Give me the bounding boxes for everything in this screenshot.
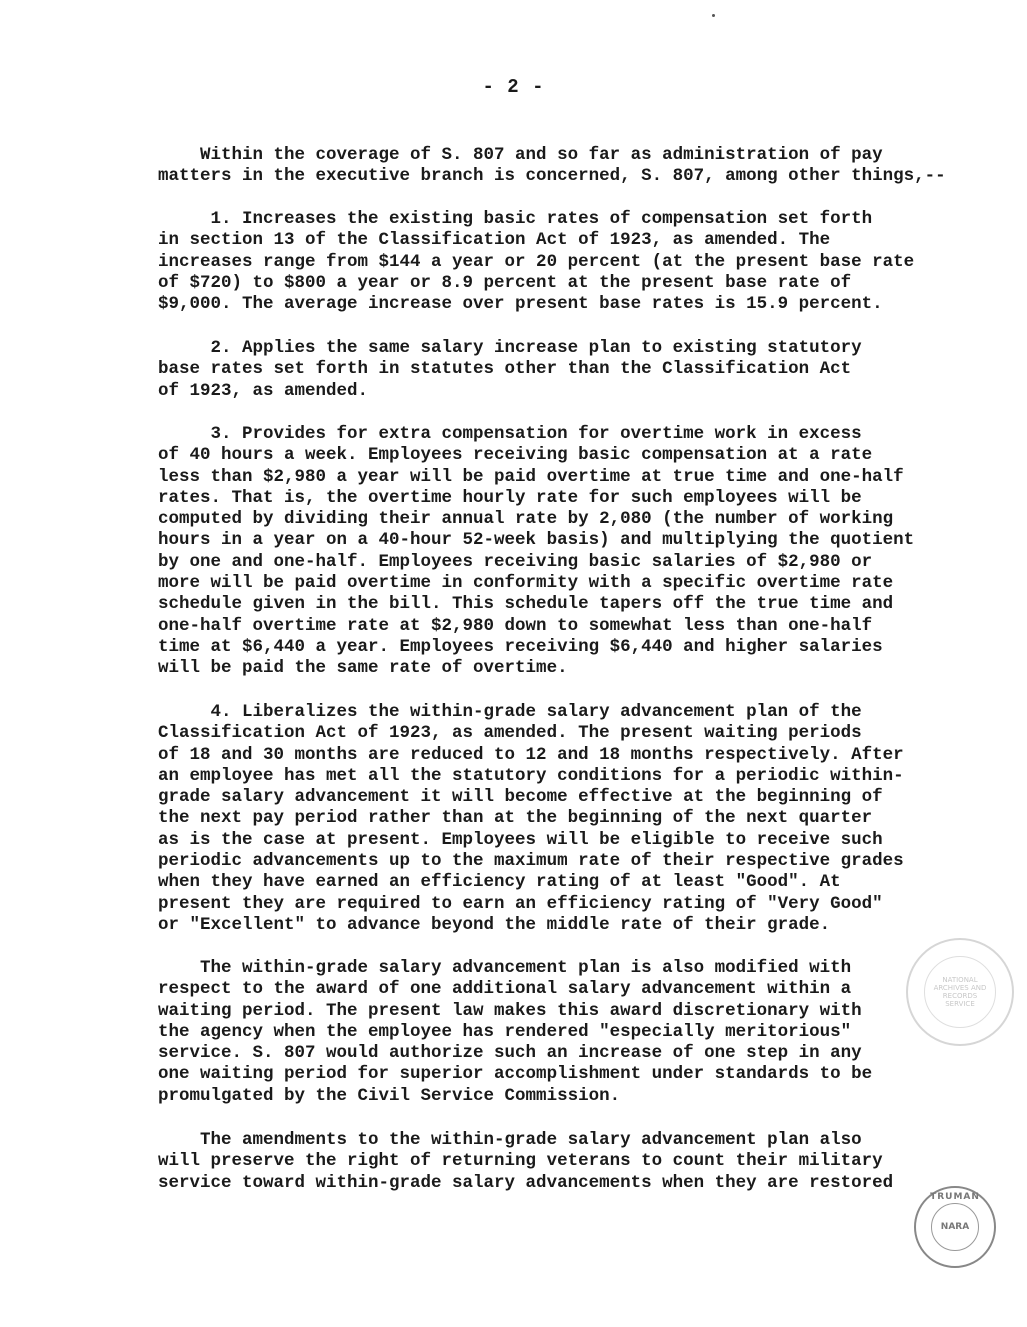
paragraph-5 <box>158 958 948 1107</box>
nara-stamp-center <box>931 1203 979 1251</box>
text-line: rates. That is, the overtime hourly rate for such employees will be <box>158 487 862 508</box>
text-line: an employee has met all the statutory conditions for a periodic within- <box>158 765 904 786</box>
text-line: computed by dividing their annual rate by 2,080 (the number of working <box>158 509 894 530</box>
nara-stamp-ring-text: TRUMAN <box>930 1192 980 1202</box>
faded-seal-center <box>924 956 996 1028</box>
text-line: 4. Liberalizes the within-grade salary advancement plan of the <box>158 702 862 722</box>
text-line: the agency when the employee has rendered "especially meritorious" <box>158 1021 852 1042</box>
text-line: The within-grade salary advancement plan is also modified with <box>158 958 852 978</box>
text-line: respect to the award of one additional salary advancement within a <box>158 979 852 1000</box>
ink-speck <box>712 14 715 17</box>
text-line: in section 13 of the Classification Act of 1923, as amended. The <box>158 230 831 251</box>
text-line: 2. Applies the same salary increase plan to existing statutory <box>158 338 862 358</box>
text-line: promulgated by the Civil Service Commission. <box>158 1085 621 1106</box>
text-line: one-half overtime rate at $2,980 down to somewhat less than one-half <box>158 615 873 636</box>
text-line: grade salary advancement it will become effective at the beginning of <box>158 787 883 808</box>
text-line: $9,000. The average increase over present base rates is 15.9 percent. <box>158 294 883 315</box>
text-line: of 40 hours a week. Employees receiving basic compensation at a rate <box>158 445 873 466</box>
text-line: base rates set forth in statutes other than the Classification Act <box>158 359 852 380</box>
text-line: less than $2,980 a year will be paid overtime at true time and one-half <box>158 466 904 487</box>
text-line: periodic advancements up to the maximum rate of their respective grades <box>158 851 904 872</box>
item-3-paragraph <box>158 424 948 680</box>
text-line: The amendments to the within-grade salary advancement plan also <box>158 1130 862 1150</box>
item-1-paragraph <box>158 209 948 315</box>
seal-text-line: SERVICE <box>945 1000 975 1008</box>
text-line: time at $6,440 a year. Employees receiving $6,440 and higher salaries <box>158 636 883 657</box>
text-line: one waiting period for superior accomplishment under standards to be <box>158 1064 873 1085</box>
text-line: 1. Increases the existing basic rates of compensation set forth <box>158 209 873 229</box>
nara-stamp <box>914 1186 996 1268</box>
text-line: of 18 and 30 months are reduced to 12 and 18 months respectively. After <box>158 744 904 765</box>
page-number: - 2 - <box>482 76 545 98</box>
text-line: present they are required to earn an efficiency rating of "Very Good" <box>158 893 883 914</box>
text-line: by one and one-half. Employees receiving basic salaries of $2,980 or <box>158 551 873 572</box>
text-line: schedule given in the bill. This schedule tapers off the true time and <box>158 594 894 615</box>
faded-library-seal <box>906 938 1014 1046</box>
item-2-paragraph <box>158 338 948 402</box>
text-line: as is the case at present. Employees will be eligible to receive such <box>158 829 883 850</box>
text-line: service. S. 807 would authorize such an increase of one step in any <box>158 1043 862 1064</box>
seal-text-line: RECORDS <box>942 992 978 1000</box>
text-line: matters in the executive branch is concerned, S. 807, among other things,-- <box>158 166 946 187</box>
text-line: increases range from $144 a year or 20 percent (at the present base rate <box>158 251 915 272</box>
text-line: Within the coverage of S. 807 and so far as administration of pay <box>158 145 883 165</box>
seal-text-line: ARCHIVES AND <box>933 984 987 992</box>
text-line: 3. Provides for extra compensation for overtime work in excess <box>158 424 862 444</box>
paragraph-6 <box>158 1130 948 1194</box>
seal-text-line: NATIONAL <box>942 976 978 984</box>
text-line: will be paid the same rate of overtime. <box>158 658 568 679</box>
text-line: or "Excellent" to advance beyond the middle rate of their grade. <box>158 914 831 935</box>
intro-paragraph <box>158 145 948 188</box>
text-line: hours in a year on a 40-hour 52-week basis) and multiplying the quotient <box>158 530 915 551</box>
text-line: the next pay period rather than at the beginning of the next quarter <box>158 808 873 829</box>
text-line: waiting period. The present law makes this award discretionary with <box>158 1000 862 1021</box>
text-line: of $720) to $800 a year or 8.9 percent at the present base rate of <box>158 272 852 293</box>
text-line: Classification Act of 1923, as amended. The present waiting periods <box>158 723 862 744</box>
text-line: of 1923, as amended. <box>158 380 369 401</box>
text-line: will preserve the right of returning veterans to count their military <box>158 1151 883 1172</box>
text-line: more will be paid overtime in conformity with a specific overtime rate <box>158 573 894 594</box>
nara-stamp-label: NARA <box>940 1222 970 1232</box>
item-4-paragraph <box>158 702 948 936</box>
text-line: service toward within-grade salary advancements when they are restored <box>158 1172 894 1193</box>
text-line: when they have earned an efficiency rating of at least "Good". At <box>158 872 841 893</box>
